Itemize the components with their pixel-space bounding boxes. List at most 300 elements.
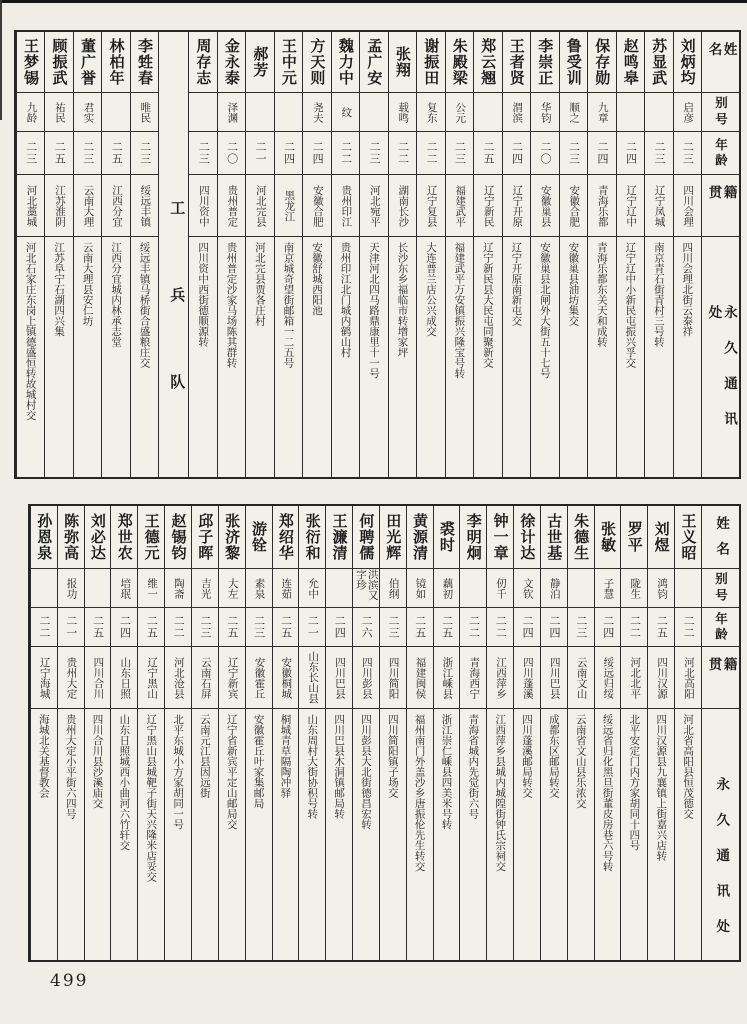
person-column: [502, 32, 530, 477]
person-column: [388, 32, 416, 477]
person-native-place: 安徽巢县: [531, 175, 558, 237]
person-alias: [275, 93, 302, 132]
person-age: 二四: [514, 608, 540, 647]
person-age: 二四: [503, 132, 530, 175]
top-table-header-column: [701, 32, 739, 477]
person-age: 二五: [138, 608, 164, 647]
header-address: 永久通讯处: [705, 305, 738, 447]
person-name: 罗平: [621, 506, 647, 569]
person-column: [459, 506, 486, 960]
person-age: 二四: [275, 132, 302, 175]
person-alias: 报功: [58, 569, 84, 608]
person-native-place: 山东长山县: [299, 647, 325, 709]
person-address: 福州南门外盖沙乡唐振伦先生转交: [413, 714, 426, 872]
person-alias: 陇生: [621, 569, 647, 608]
person-alias: 陶斋: [165, 569, 191, 608]
person-alias: 素泉: [246, 569, 272, 608]
person-alias: 启彦: [674, 93, 701, 132]
header-age: 年龄: [702, 132, 739, 175]
person-alias: 藕初: [434, 569, 460, 608]
person-age: 二二: [621, 608, 647, 647]
person-age: 二三: [645, 132, 672, 175]
person-native-place: 辽宁海城: [31, 647, 57, 709]
person-alias: [645, 93, 672, 132]
person-alias: 九龄: [17, 93, 44, 132]
person-alias: [189, 93, 216, 132]
person-native-place: 四川巴县: [541, 647, 567, 709]
person-age: 二二: [417, 132, 444, 175]
person-name: 孙恩泉: [31, 506, 57, 569]
person-alias: 子慧: [595, 569, 621, 608]
person-name: 王义昭: [675, 506, 701, 569]
person-age: 二四: [303, 132, 330, 175]
person-age: 二六: [353, 608, 379, 647]
person-name: 王中元: [275, 32, 302, 93]
person-column: [620, 506, 647, 960]
person-alias: 鸿钧: [648, 569, 674, 608]
person-address: 南京青石街青村三号转: [652, 242, 665, 347]
person-column: [272, 506, 299, 960]
person-alias: [675, 569, 701, 608]
person-native-place: 河北完县: [246, 175, 273, 237]
unit-divider-label: 工兵队: [168, 200, 187, 461]
person-native-place: 河北沧县: [165, 647, 191, 709]
person-column: [44, 32, 72, 477]
person-alias: [568, 569, 594, 608]
person-name: 赵锡钧: [165, 506, 191, 569]
person-name: 朱殿梁: [446, 32, 473, 93]
person-age: 二三: [674, 132, 701, 175]
person-name: 赵鸣皋: [617, 32, 644, 93]
person-alias: [102, 93, 129, 132]
person-alias: [474, 93, 501, 132]
person-column: [57, 506, 84, 960]
person-native-place: 江苏淮阴: [45, 175, 72, 237]
person-alias: 尧夫: [303, 93, 330, 132]
person-address: 江西分宜城内林承志堂: [110, 242, 123, 347]
person-address: 四川会理北街云泰祥: [681, 242, 694, 337]
person-alias: [326, 569, 352, 608]
person-column: [567, 506, 594, 960]
person-alias: [246, 93, 273, 132]
person-native-place: 四川蓬溪: [514, 647, 540, 709]
person-native-place: 四川资中: [189, 175, 216, 237]
person-age: 二五: [434, 608, 460, 647]
unit-divider-column: [158, 32, 188, 477]
person-native-place: 贵州印江: [332, 175, 359, 237]
person-native-place: 河北北平: [621, 647, 647, 709]
person-name: 王德元: [138, 506, 164, 569]
person-column: [191, 506, 218, 960]
person-age: 二二: [389, 132, 416, 175]
person-column: [325, 506, 352, 960]
person-address: 大连普兰店公兴成交: [424, 242, 437, 337]
person-column: [188, 32, 216, 477]
person-name: 苏显武: [645, 32, 672, 93]
person-alias: 连茹: [273, 569, 299, 608]
person-native-place: 辽宁辽中: [617, 175, 644, 237]
person-name: 何聘儒: [353, 506, 379, 569]
person-native-place: 四川会理: [674, 175, 701, 237]
person-age: 二一: [299, 608, 325, 647]
person-address: 山东周村大街协积号转: [306, 714, 319, 819]
person-address: 四川简阳镇子场交: [386, 714, 399, 798]
person-native-place: 四川汉源: [648, 647, 674, 709]
person-address: 辽宁辽中小新民屯振兴孚交: [624, 242, 637, 368]
person-address: 绥远丰镇马桥街合盛粮庄交: [138, 242, 151, 368]
person-alias: 君实: [74, 93, 101, 132]
person-address: 成都东区邮局转交: [547, 714, 560, 798]
person-column: [379, 506, 406, 960]
person-age: 二三: [131, 132, 158, 175]
person-address: 北平东城小方家胡同一号: [172, 714, 185, 830]
header-address: 永久通讯处: [713, 777, 730, 955]
person-column: [647, 506, 674, 960]
person-address: 北平安定门内方家胡同十四号: [628, 714, 641, 851]
person-native-place: 黑龙江: [275, 175, 302, 237]
person-address: 安徽巢县北闸外大街五十七号: [538, 242, 551, 379]
person-native-place: 四川简阳: [380, 647, 406, 709]
person-native-place: 安徽桐城: [273, 647, 299, 709]
person-age: 二〇: [218, 132, 245, 175]
header-native: 籍贯: [702, 647, 739, 709]
person-address: 河北完县贾各庄村: [254, 242, 267, 326]
person-address: 辽宁省新宾平定山邮局交: [225, 714, 238, 830]
person-address: 河北石家庄东岗上镇德盛恒转故城村交: [24, 242, 37, 421]
person-name: 刘必达: [85, 506, 111, 569]
person-address: 贵州印江北门城内鹤山村: [339, 242, 352, 358]
person-column: [594, 506, 621, 960]
person-name: 金永泰: [218, 32, 245, 93]
person-name: 邱子晖: [192, 506, 218, 569]
person-column: [164, 506, 191, 960]
person-name: 张敏: [595, 506, 621, 569]
person-address: 安徽舒城西阳池: [311, 242, 323, 316]
person-column: [274, 32, 302, 477]
person-name: 李甡春: [131, 32, 158, 93]
person-name: 魏力中: [332, 32, 359, 93]
person-alias: [360, 93, 387, 132]
person-native-place: 四川彭县: [353, 647, 379, 709]
person-address: 云南大理县安仁坊: [81, 242, 94, 326]
person-name: 张济黎: [219, 506, 245, 569]
person-column: [559, 32, 587, 477]
person-alias: 洪滨又字珍: [353, 569, 379, 608]
person-alias: [460, 569, 486, 608]
person-column: [674, 506, 701, 960]
person-address: 桐城青草隔陶冲驿: [279, 714, 292, 798]
person-address: 山东日照城西小曲河六竹轩交: [118, 714, 131, 851]
person-age: 二一: [58, 608, 84, 647]
person-column: [217, 32, 245, 477]
person-alias: 允中: [299, 569, 325, 608]
person-name: 张翔: [389, 32, 416, 93]
header-name: 姓名: [702, 32, 739, 93]
person-native-place: 辽宁开原: [503, 175, 530, 237]
person-name: 保存勋: [588, 32, 615, 93]
person-age: 二四: [588, 132, 615, 175]
person-native-place: 河北宛平: [360, 175, 387, 237]
person-address: 云南省文山县乐浓交: [574, 714, 587, 809]
person-native-place: 云南石屏: [192, 647, 218, 709]
person-native-place: 绥远归绥: [595, 647, 621, 709]
person-age: 二一: [246, 132, 273, 175]
person-age: 二〇: [531, 132, 558, 175]
person-age: 二五: [474, 132, 501, 175]
person-name: 王者贤: [503, 32, 530, 93]
person-alias: [85, 569, 111, 608]
person-alias: 伯纲: [380, 569, 406, 608]
bottom-table-header-column: [701, 506, 739, 960]
person-alias: 大左: [219, 569, 245, 608]
person-age: 二二: [31, 608, 57, 647]
person-native-place: 辽宁复县: [417, 175, 444, 237]
person-column: [352, 506, 379, 960]
person-name: 游铨: [246, 506, 272, 569]
person-age: 二三: [189, 132, 216, 175]
person-name: 董广誉: [74, 32, 101, 93]
person-name: 黄源清: [407, 506, 433, 569]
person-alias: 仞千: [487, 569, 513, 608]
person-name: 谢振田: [417, 32, 444, 93]
person-native-place: 安徽合肥: [560, 175, 587, 237]
person-name: 徐计达: [514, 506, 540, 569]
person-native-place: 辽宁黑山: [138, 647, 164, 709]
person-name: 田光辉: [380, 506, 406, 569]
person-native-place: 江西萍乡: [487, 647, 513, 709]
person-native-place: 贵州普定: [218, 175, 245, 237]
person-name: 刘煜: [648, 506, 674, 569]
person-native-place: 四川巴县: [326, 647, 352, 709]
person-alias: 唯民: [131, 93, 158, 132]
person-alias: 公元: [446, 93, 473, 132]
header-name: 姓名: [702, 506, 739, 569]
person-name: 张衍和: [299, 506, 325, 569]
person-column: [130, 32, 158, 477]
person-native-place: 辽宁新民: [474, 175, 501, 237]
person-native-place: 青海西宁: [460, 647, 486, 709]
person-alias: 吉光: [192, 569, 218, 608]
person-column: [406, 506, 433, 960]
person-native-place: 安徽合肥: [303, 175, 330, 237]
person-address: 云南元江县因远街: [198, 714, 211, 798]
person-age: 二二: [487, 608, 513, 647]
bottom-directory-table: [28, 504, 741, 962]
person-age: 二二: [165, 608, 191, 647]
person-age: 二三: [246, 608, 272, 647]
person-name: 钟一章: [487, 506, 513, 569]
page-number: 499: [50, 971, 89, 991]
person-alias: 祐民: [45, 93, 72, 132]
person-column: [298, 506, 325, 960]
person-address: 安徽巢县油坊集交: [567, 242, 580, 326]
person-column: [218, 506, 245, 960]
person-native-place: 辽宁新宾: [219, 647, 245, 709]
person-address: 天津河北四马路鼎康里十一号: [367, 242, 380, 379]
person-native-place: 浙江嵊县: [434, 647, 460, 709]
person-alias: 维一: [138, 569, 164, 608]
person-name: 古世基: [541, 506, 567, 569]
person-column: [486, 506, 513, 960]
person-native-place: 山东日照: [111, 647, 137, 709]
person-age: 二五: [273, 608, 299, 647]
person-native-place: 江西分宜: [102, 175, 129, 237]
person-alias: 静泊: [541, 569, 567, 608]
person-column: [16, 32, 44, 477]
person-name: 郑云翘: [474, 32, 501, 93]
person-name: 王梦锡: [17, 32, 44, 93]
person-column: [530, 32, 558, 477]
person-age: 二三: [380, 608, 406, 647]
person-alias: 华钧: [531, 93, 558, 132]
scan-top-edge-artifact: [0, 0, 747, 3]
person-age: 二五: [85, 608, 111, 647]
person-age: 二五: [648, 608, 674, 647]
person-name: 顾振武: [45, 32, 72, 93]
person-column: [644, 32, 672, 477]
person-name: 朱德生: [568, 506, 594, 569]
person-column: [302, 32, 330, 477]
person-alias: 顺之: [560, 93, 587, 132]
person-age: 二四: [617, 132, 644, 175]
person-address: 贵州普定沙家马场陈其群转: [225, 242, 238, 368]
person-column: [445, 32, 473, 477]
person-column: [433, 506, 460, 960]
person-native-place: 河北高阳: [675, 647, 701, 709]
person-address: 四川蓬溪邮局转交: [521, 714, 534, 798]
person-alias: 泽渊: [218, 93, 245, 132]
person-column: [587, 32, 615, 477]
person-column: [416, 32, 444, 477]
header-native: 籍贯: [702, 175, 739, 237]
person-age: 二四: [326, 608, 352, 647]
person-native-place: 湖南长沙: [389, 175, 416, 237]
person-address: 浙江崇仁嵊县四美米号转: [440, 714, 453, 830]
person-age: 二二: [332, 132, 359, 175]
person-address: 江苏阜宁石湖四兴集: [53, 242, 66, 337]
person-address: 四川汉源县九襄镇上街嘉兴店转: [655, 714, 668, 861]
person-column: [137, 506, 164, 960]
person-column: [73, 32, 101, 477]
person-alias: 纹: [332, 93, 359, 132]
person-native-place: 绥远丰镇: [131, 175, 158, 237]
person-age: 二五: [219, 608, 245, 647]
person-column: [331, 32, 359, 477]
person-alias: 文钦: [514, 569, 540, 608]
person-age: 二五: [45, 132, 72, 175]
person-address: 绥远省归化黑旦街董皮房巷六号转: [601, 714, 614, 872]
person-native-place: 青海乐都: [588, 175, 615, 237]
header-age: 年龄: [702, 608, 739, 647]
person-column: [84, 506, 111, 960]
person-native-place: 辽宁凤城: [645, 175, 672, 237]
person-age: 二三: [568, 608, 594, 647]
person-age: 二五: [102, 132, 129, 175]
person-age: 二四: [111, 608, 137, 647]
person-column: [616, 32, 644, 477]
person-alias: 镜如: [407, 569, 433, 608]
person-native-place: 云南文山: [568, 647, 594, 709]
person-age: 二三: [360, 132, 387, 175]
person-address: 辽宁开原南新屯交: [510, 242, 523, 326]
person-address: 南京城奇望街邮箱一二五号: [282, 242, 295, 368]
person-name: 陈弥高: [58, 506, 84, 569]
person-name: 李明炯: [460, 506, 486, 569]
person-address: 四川彭县大北街德昌宏转: [359, 714, 372, 830]
scan-left-edge-artifact: [0, 0, 2, 120]
person-age: 二三: [446, 132, 473, 175]
person-age: 二四: [595, 608, 621, 647]
person-native-place: 云南大理: [74, 175, 101, 237]
person-alias: [31, 569, 57, 608]
person-alias: 复东: [417, 93, 444, 132]
header-alias: 别号: [702, 569, 739, 608]
top-directory-table: [14, 30, 741, 479]
person-address: 辽宁黑山县城靶子街天兴隆米店妥交: [145, 714, 158, 882]
person-name: 鲁受训: [560, 32, 587, 93]
person-address: 青海乐都东关天和成转: [595, 242, 608, 347]
person-name: 周存志: [189, 32, 216, 93]
person-age: 二四: [541, 608, 567, 647]
person-age: 二二: [675, 608, 701, 647]
person-address: 河北省高阳县恒茂德交: [682, 714, 695, 819]
person-native-place: 河北藁城: [17, 175, 44, 237]
person-address: 四川巴县木洞镇邮局转: [333, 714, 346, 819]
person-name: 林柏年: [102, 32, 129, 93]
person-native-place: 福建闽侯: [407, 647, 433, 709]
person-column: [101, 32, 129, 477]
person-alias: 载鸣: [389, 93, 416, 132]
person-name: 刘炳均: [674, 32, 701, 93]
person-address: 海城北关基督教会: [37, 714, 50, 798]
person-address: 四川合川县沙溪庙交: [91, 714, 104, 809]
person-address: 贵州大定小平街六四号: [64, 714, 77, 819]
person-address: 青海省城内先觉街六号: [467, 714, 480, 819]
person-native-place: 安徽霍丘: [246, 647, 272, 709]
person-column: [359, 32, 387, 477]
person-column: [245, 32, 273, 477]
person-address: 安徽霍丘叶家集邮局: [252, 714, 265, 809]
person-alias: 渭滨: [503, 93, 530, 132]
person-column: [513, 506, 540, 960]
person-address: 福建武平万安镇振兴隆宝号转: [453, 242, 466, 379]
person-column: [473, 32, 501, 477]
person-address: 江西萍乡县城内城隍街钟氏宗祠交: [494, 714, 507, 872]
person-column: [110, 506, 137, 960]
header-alias: 别号: [702, 93, 739, 132]
person-column: [673, 32, 701, 477]
person-age: 二三: [192, 608, 218, 647]
person-native-place: 贵州大定: [58, 647, 84, 709]
person-native-place: 四川合川: [85, 647, 111, 709]
person-name: 郑世农: [111, 506, 137, 569]
person-column: [245, 506, 272, 960]
person-name: 王濂清: [326, 506, 352, 569]
person-column: [30, 506, 57, 960]
person-name: 裘时: [434, 506, 460, 569]
person-address: 长沙东乡福临市转增家坪: [396, 242, 409, 358]
person-alias: 培珉: [111, 569, 137, 608]
person-name: 孟广安: [360, 32, 387, 93]
person-address: 辽宁新民县大民屯同聚新交: [481, 242, 494, 368]
person-address: 四川资中西街德顺源转: [197, 242, 210, 347]
person-name: 郝芳: [246, 32, 273, 93]
person-name: 郑绍华: [273, 506, 299, 569]
person-alias: [617, 93, 644, 132]
person-age: 二三: [74, 132, 101, 175]
person-age: 二三: [17, 132, 44, 175]
person-name: 李崇正: [531, 32, 558, 93]
